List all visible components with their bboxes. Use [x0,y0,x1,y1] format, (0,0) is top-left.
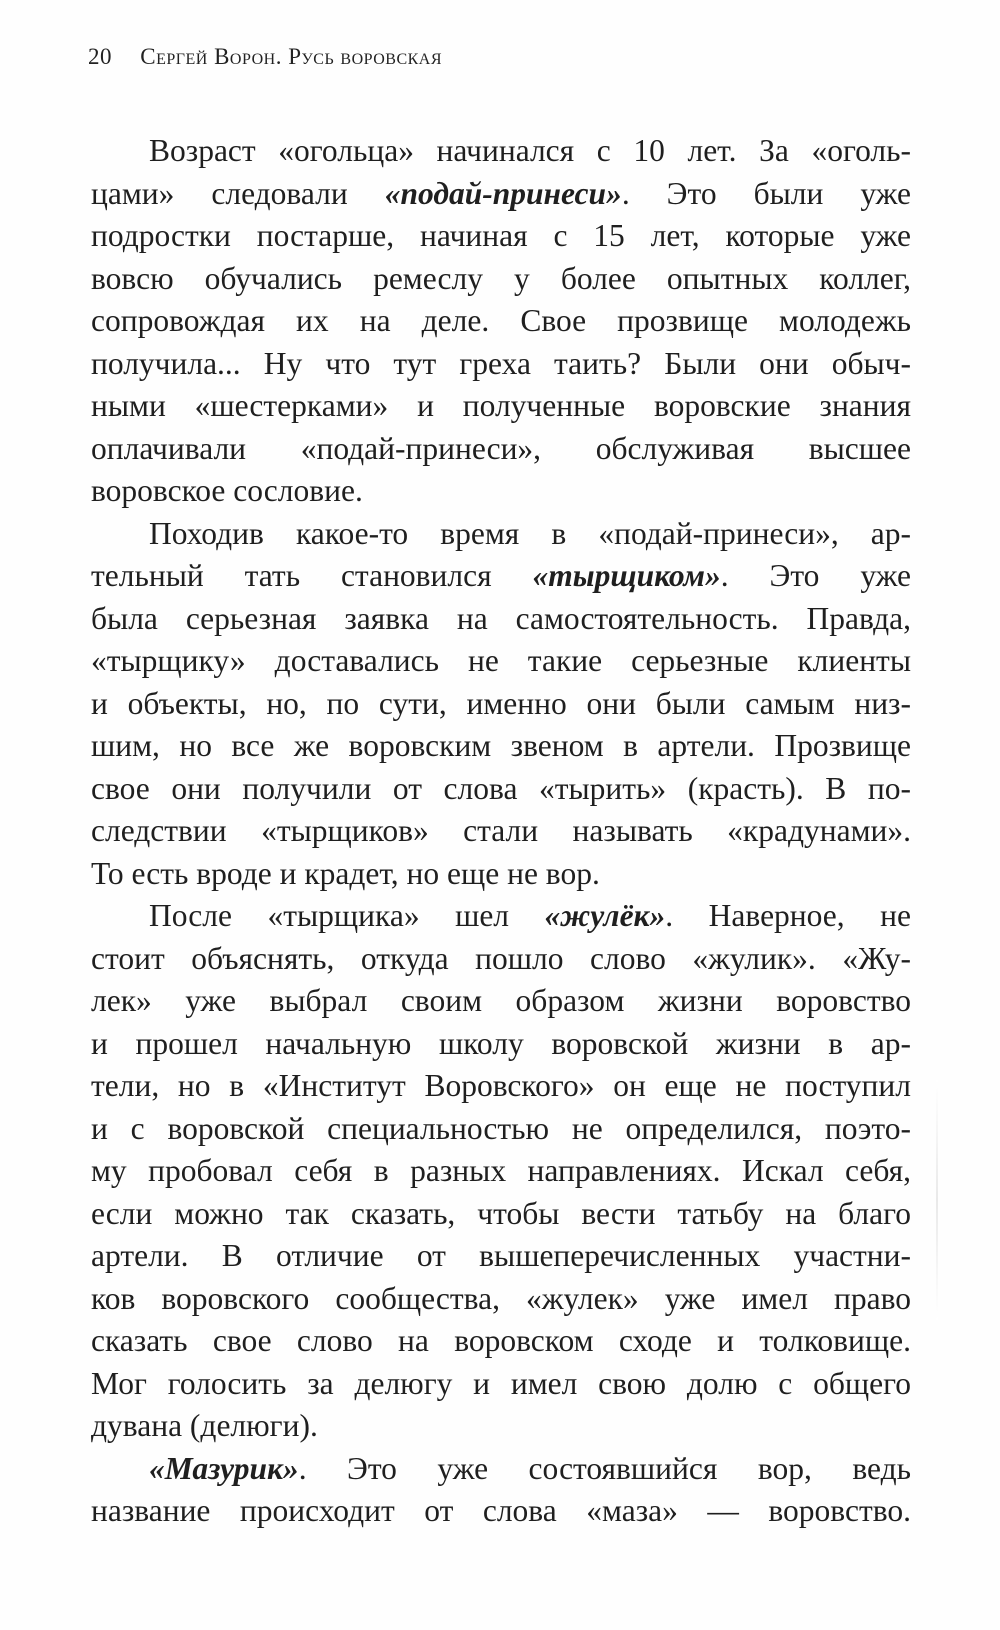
slang-term: «тырщиком» [532,558,721,593]
paragraph [91,895,911,1448]
text-line: и с воровской специальностью не определился, поэто- [91,1110,911,1146]
text-line: и прошел начальную школу воровской жизни в ар- [91,1025,911,1061]
text-line: следствии «тырщиков» стали называть «крадунами». [91,813,911,848]
text-line: «тырщику» доставались не такие серьезные клиенты [91,643,911,678]
text-run: После «тырщика» шел [149,898,545,933]
text-line: подростки постарше, начиная с 15 лет, которые уже [91,218,911,253]
text-line: стоит объяснять, откуда пошло слово «жулик». «Жу- [91,940,911,976]
text-run: тельный тать становился [91,558,533,593]
text-line: воровское сословие. [91,473,363,508]
text-line: То есть вроде и крадет, но еще не вор. [91,855,600,891]
page-edge-shadow [936,1080,938,1320]
text-line: Мог голосить за делюгу и имел свою долю с общего [91,1365,911,1401]
text-line: сказать свое слово на воровском сходе и толковище. [91,1323,911,1358]
slang-term: «Мазурик» [149,1450,299,1486]
text-line: свое они получили от слова «тырить» (красть). В по- [91,770,911,806]
text-line [91,173,911,216]
running-head [88,44,442,70]
text-line: название происходит от слова «маза» — воровство. [91,1493,911,1528]
paragraph [91,513,911,896]
paragraph [91,130,911,513]
text-line: оплачивали «подай-принеси», обслуживая высшее [91,430,911,466]
paragraph [91,1448,911,1533]
text-line: и объекты, но, по сути, именно они были самым низ- [91,685,911,721]
text-run: . Наверное, не [665,898,911,933]
text-line: получила... Ну что тут греха таить? Были они обыч- [91,345,911,381]
slang-term: «подай-принеси» [384,175,622,211]
text-line: лек» уже выбрал своим образом жизни воровство [91,983,911,1018]
text-line: ков воровского сообщества, «жулек» уже имел право [91,1280,911,1316]
text-line: ными «шестерками» и полученные воровские знания [91,388,911,423]
text-line [91,1448,911,1491]
text-line: шим, но все же воровским звеном в артели. Прозвище [91,728,911,763]
text-run: . Это уже состоявшийся вор, ведь [298,1450,911,1486]
text-run: . Это были уже [621,175,912,211]
text-line: дувана (делюги). [91,1408,318,1443]
text-line: Возраст «огольца» начинался с 10 лет. За «оголь- [149,133,911,168]
text-line: если можно так сказать, чтобы вести татьбу на благо [91,1195,911,1231]
running-title: Сергей Ворон. Русь воровская [140,44,443,69]
text-line: тели, но в «Институт Воровского» он еще не поступил [91,1068,911,1103]
text-line [91,895,911,938]
text-line: сопровождая их на деле. Свое прозвище молодежь [91,303,911,338]
text-line: Походив какое-то время в «подай-принеси», ар- [149,515,911,551]
text-run: . Это уже [720,558,911,593]
text-line [91,555,911,598]
slang-term: «жулёк» [544,898,666,933]
text-line: вовсю обучались ремеслу у более опытных коллег, [91,260,911,296]
text-run: цами» следовали [91,175,385,211]
text-line: му пробовал себя в разных направлениях. Искал себя, [91,1153,911,1188]
text-line: была серьезная заявка на самостоятельность. Правда, [91,600,911,636]
page-number: 20 [88,44,112,69]
body-text [91,130,911,1533]
text-line: артели. В отличие от вышеперечисленных участни- [91,1238,911,1273]
